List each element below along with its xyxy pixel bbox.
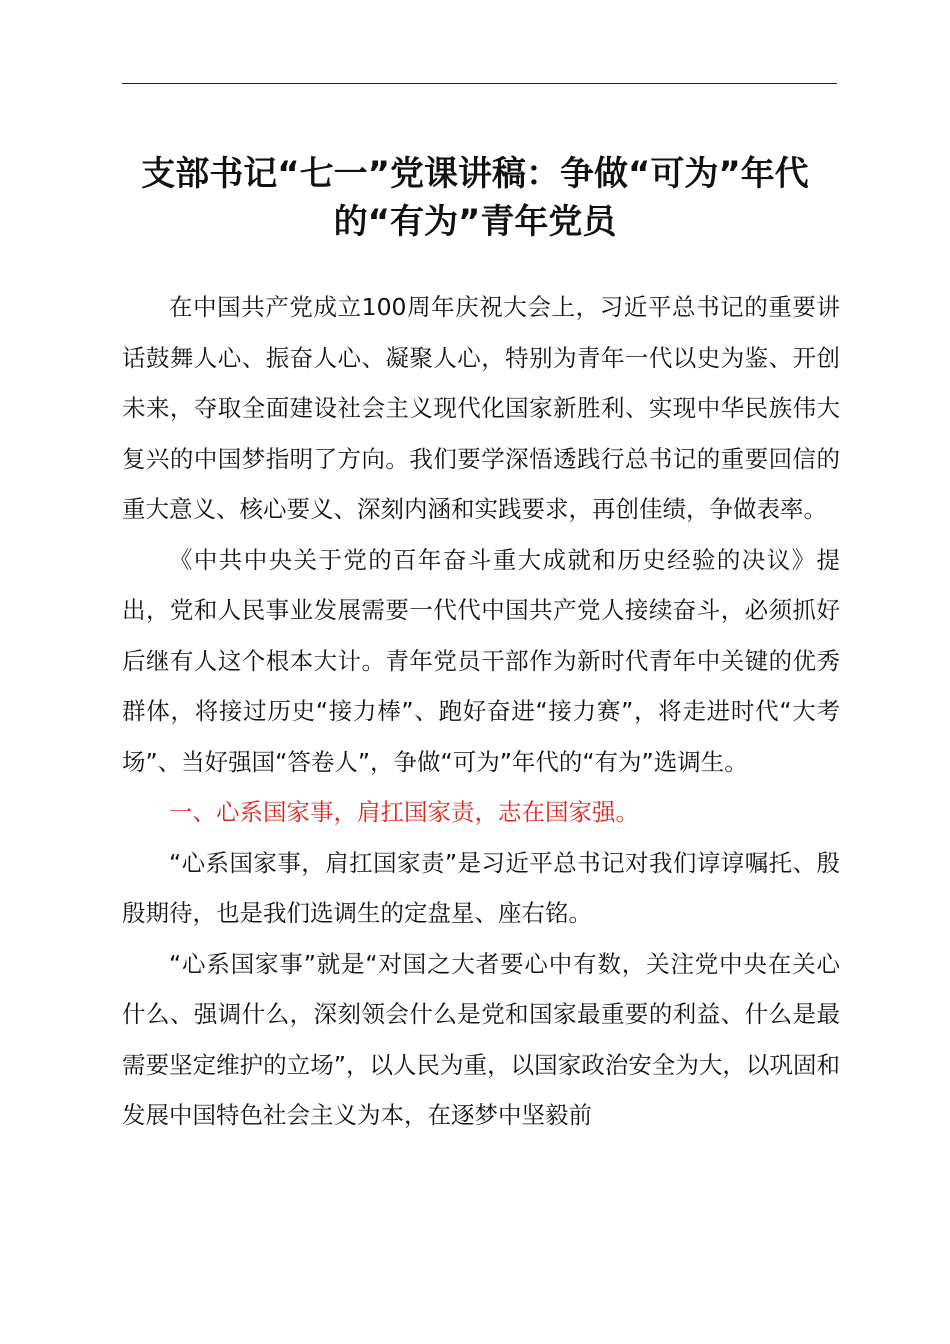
paragraph-intro: 在中国共产党成立100周年庆祝大会上，习近平总书记的重要讲话鼓舞人心、振奋人心、凝聚人心，特别为青年一代以史为鉴、开创未来，夺取全面建设社会主义现代化国家新胜利、实现中华民族伟大复兴的中国梦指明了方向。我们要学深悟透践行总书记的重要回信的重大意义、核心要义、深刻内涵和实践要求，再创佳绩，争做表率。 (122, 293, 840, 523)
paragraph-national-affairs: “心系国家事”就是“对国之大者要心中有数，关注党中央在关心什么、强调什么，深刻领会什么是党和国家最重要的利益、什么是最需要坚定维护的立场”，以人民为重，以国家政治安全为大，以巩固和发展中国特色社会主义为本，在逐梦中坚毅前 (122, 949, 840, 1129)
section-heading-1: 一、心系国家事，肩扛国家责，志在国家强。 (169, 798, 639, 826)
header-rule (122, 83, 837, 84)
document-title (80, 150, 870, 246)
title-line-1: 支部书记“七一”党课讲稿：争做“可为”年代 (141, 154, 809, 194)
title-line-2: 的“有为”青年党员 (333, 202, 617, 242)
paragraph-entrust: “心系国家事，肩扛国家责”是习近平总书记对我们谆谆嘱托、殷殷期待，也是我们选调生的定盘星、座右铭。 (122, 848, 840, 927)
paragraph-resolution: 《中共中央关于党的百年奋斗重大成就和历史经验的决议》提出，党和人民事业发展需要一代代中国共产党人接续奋斗，必须抓好后继有人这个根本大计。青年党员干部作为新时代青年中关键的优秀群体，将接过历史“接力棒”、跑好奋进“接力赛”，将走进时代“大考场”、当好强国“答卷人”，争做“可为”年代的“有为”选调生。 (122, 545, 840, 776)
document-body (122, 282, 840, 1141)
